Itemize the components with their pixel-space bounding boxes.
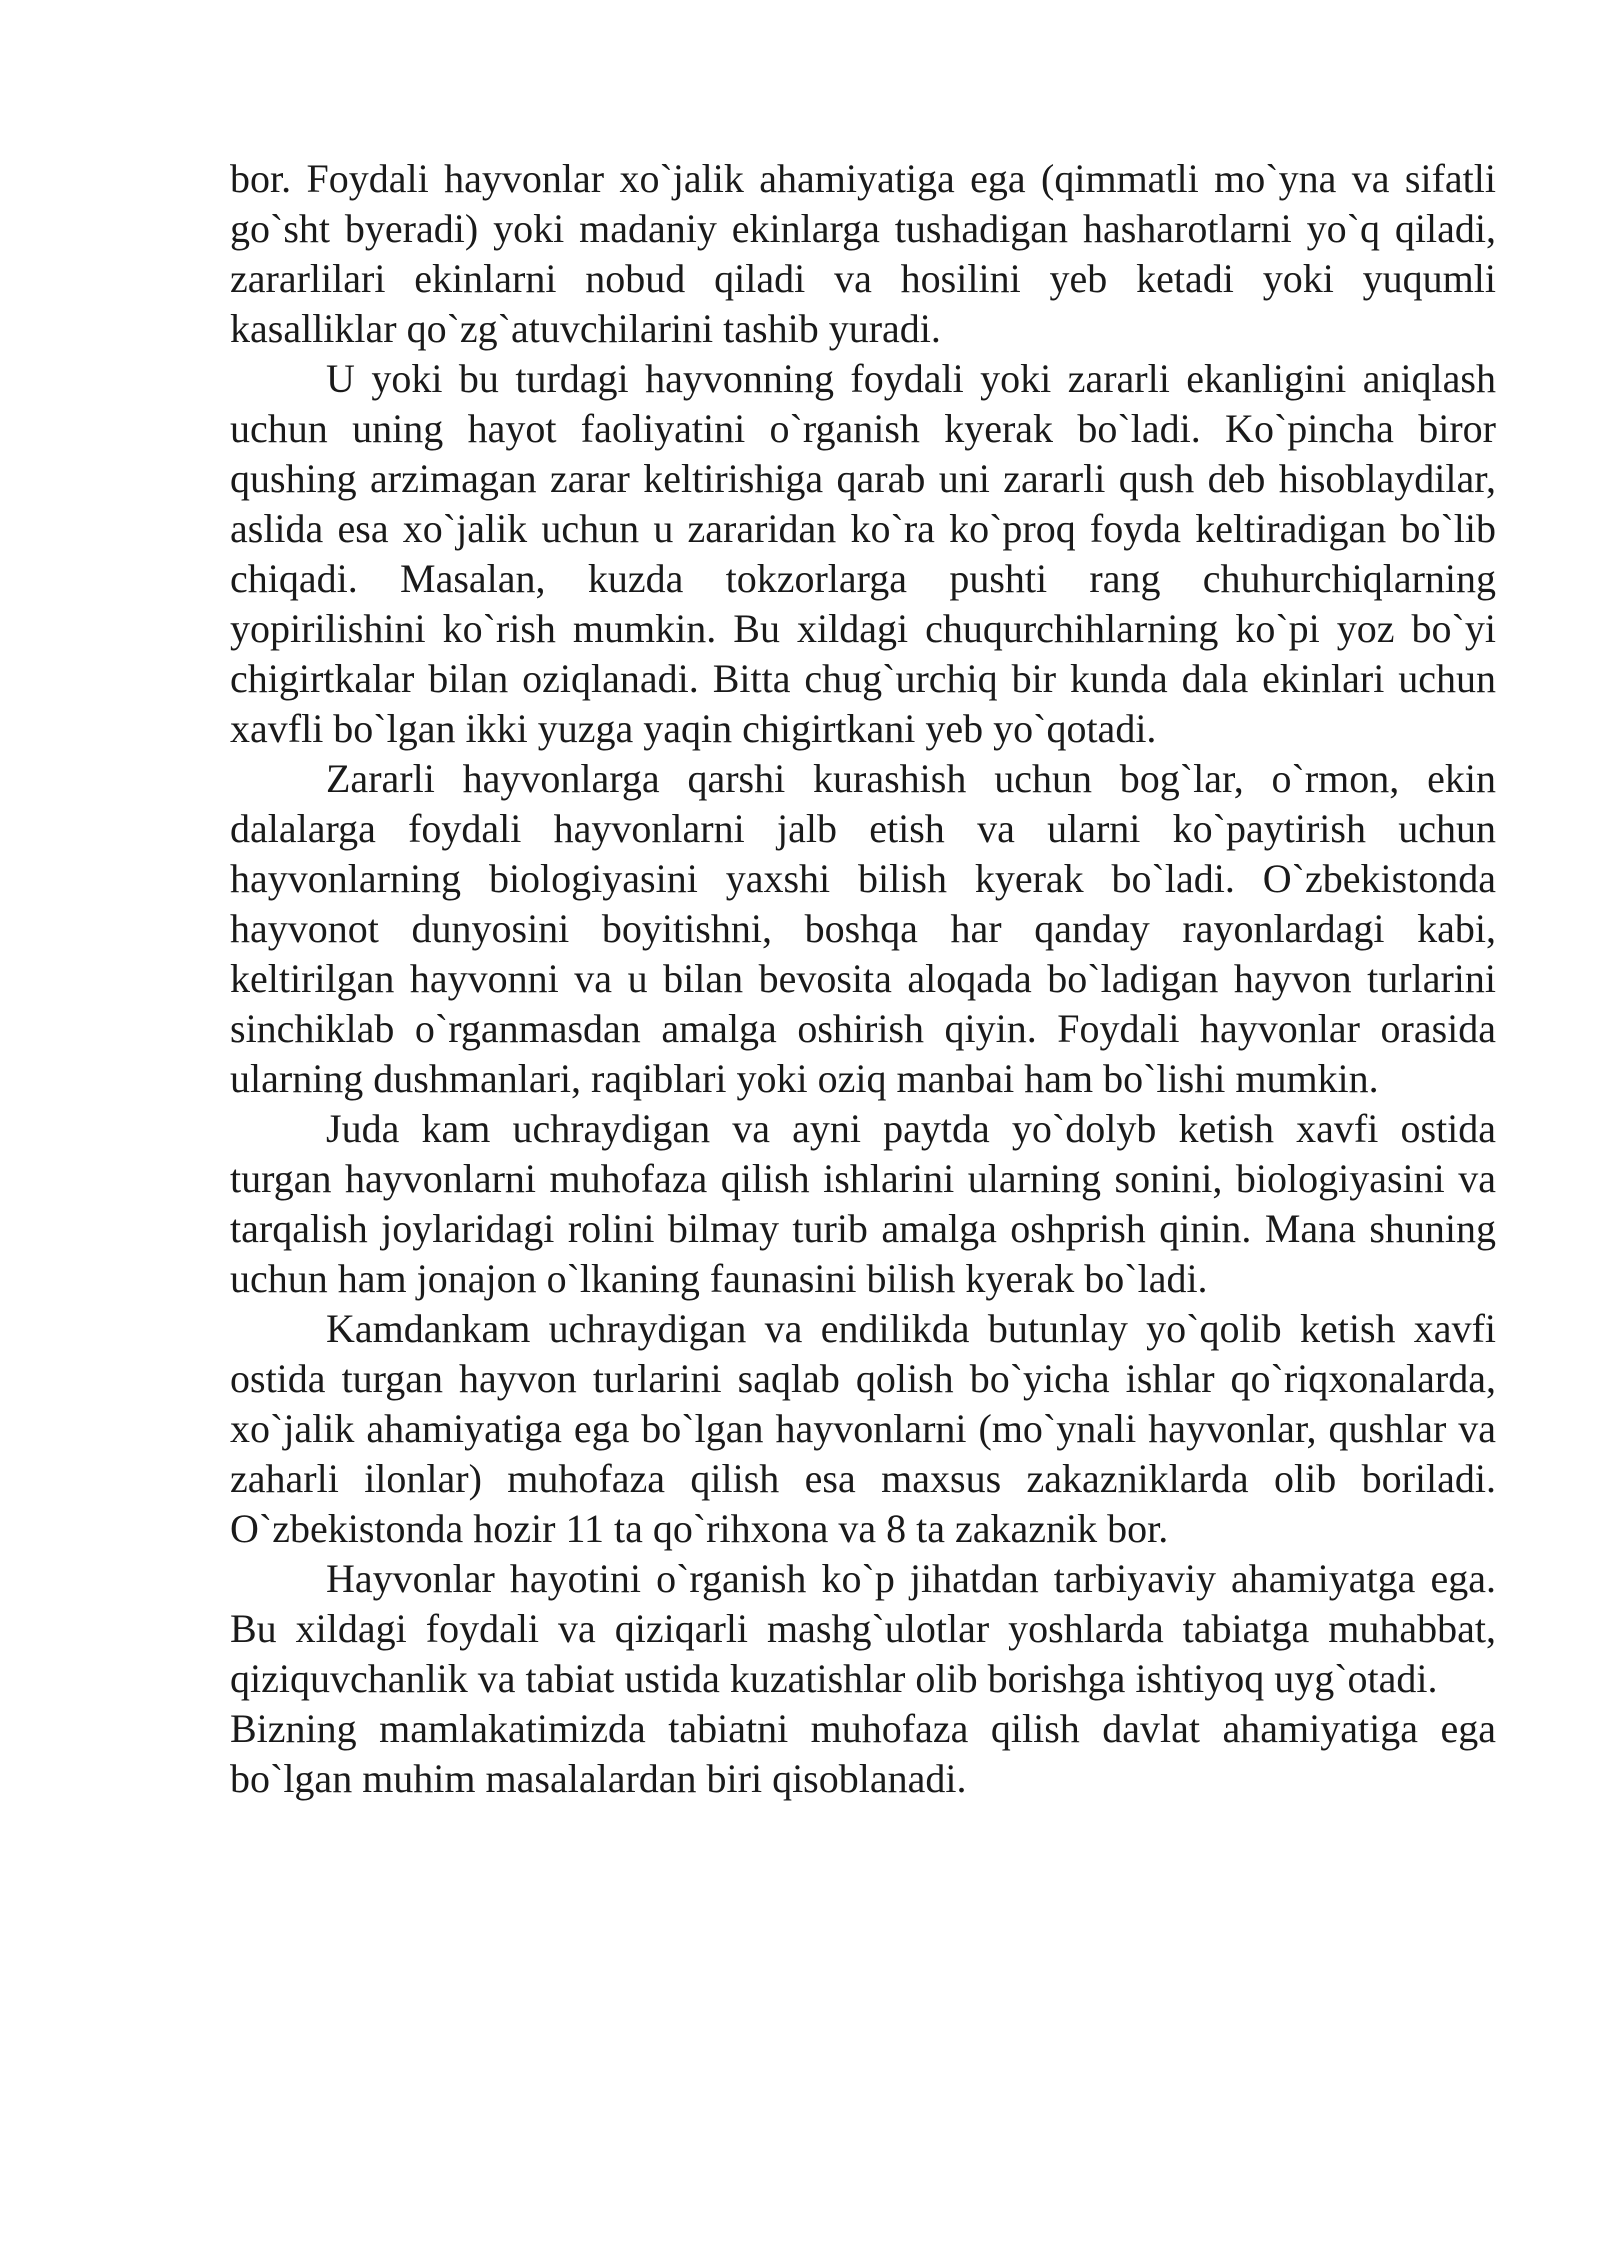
paragraph-educational-value: Hayvonlar hayotini o`rganish ko`p jihatdan tarbiyaviy ahamiyatga ega. Bu xildagi foydali va qiziqarli mashg`ulotlar yoshlarda tabiatga muhabbat, qiziquvchanlik va tabiat ustida kuzatishlar olib borishga ishtiyoq uyg`otadi.: [230, 1556, 1496, 1701]
paragraph-conclusion: Bizning mamlakatimizda tabiatni muhofaza qilish davlat ahamiyatiga ega bo`lgan muhim masalalardan biri qisoblanadi.: [230, 1706, 1496, 1801]
document-body: [230, 154, 1496, 1804]
paragraph-reserves: Kamdankam uchraydigan va endilikda butunlay yo`qolib ketish xavfi ostida turgan hayvon turlarini saqlab qolish bo`yicha ishlar qo`riqxonalarda, xo`jalik ahamiyatiga ega bo`lgan hayvonlarni (mo`ynali hayvonlar, qushlar va zaharli ilonlar) muhofaza qilish esa maxsus zakazniklarda olib boriladi. O`zbekistonda hozir 11 ta qo`rihxona va 8 ta zakaznik bor.: [230, 1306, 1496, 1551]
paragraph-continuation: bor. Foydali hayvonlar xo`jalik ahamiyatiga ega (qimmatli mo`yna va sifatli go`sht byeradi) yoki madaniy ekinlarga tushadigan hasharotlarni yo`q qiladi, zararlilari ekinlarni nobud qiladi va hosilini yeb ketadi yoki yuqumli kasalliklar qo`zg`atuvchilarini tashib yuradi.: [230, 156, 1496, 351]
paragraph-determining-usefulness: U yoki bu turdagi hayvonning foydali yoki zararli ekanligini aniqlash uchun uning hayot faoliyatini o`rganish kyerak bo`ladi. Ko`pincha biror qushing arzimagan zarar keltirishiga qarab uni zararli qush deb hisoblaydilar, aslida esa xo`jalik uchun u zararidan ko`ra ko`proq foyda keltiradigan bo`lib chiqadi. Masalan, kuzda tokzorlarga pushti rang chuhurchiqlarning yopirilishini ko`rish mumkin. Bu xildagi chuqurchihlarning ko`pi yoz bo`yi chigirtkalar bilan oziqlanadi. Bitta chug`urchiq bir kunda dala ekinlari uchun xavfli bo`lgan ikki yuzga yaqin chigirtkani yeb yo`qotadi.: [230, 356, 1496, 751]
paragraph-pest-control: Zararli hayvonlarga qarshi kurashish uchun bog`lar, o`rmon, ekin dalalarga foydali hayvonlarni jalb etish va ularni ko`paytirish uchun hayvonlarning biologiyasini yaxshi bilish kyerak bo`ladi. O`zbekistonda hayvonot dunyosini boyitishni, boshqa har qanday rayonlardagi kabi, keltirilgan hayvonni va u bilan bevosita aloqada bo`ladigan hayvon turlarini sinchiklab o`rganmasdan amalga oshirish qiyin. Foydali hayvonlar orasida ularning dushmanlari, raqiblari yoki oziq manbai ham bo`lishi mumkin.: [230, 756, 1496, 1101]
paragraph-rare-species: Juda kam uchraydigan va ayni paytda yo`dolyb ketish xavfi ostida turgan hayvonlarni muhofaza qilish ishlarini ularning sonini, biologiyasini va tarqalish joylaridagi rolini bilmay turib amalga oshprish qinin. Mana shuning uchun ham jonajon o`lkaning faunasini bilish kyerak bo`ladi.: [230, 1106, 1496, 1301]
